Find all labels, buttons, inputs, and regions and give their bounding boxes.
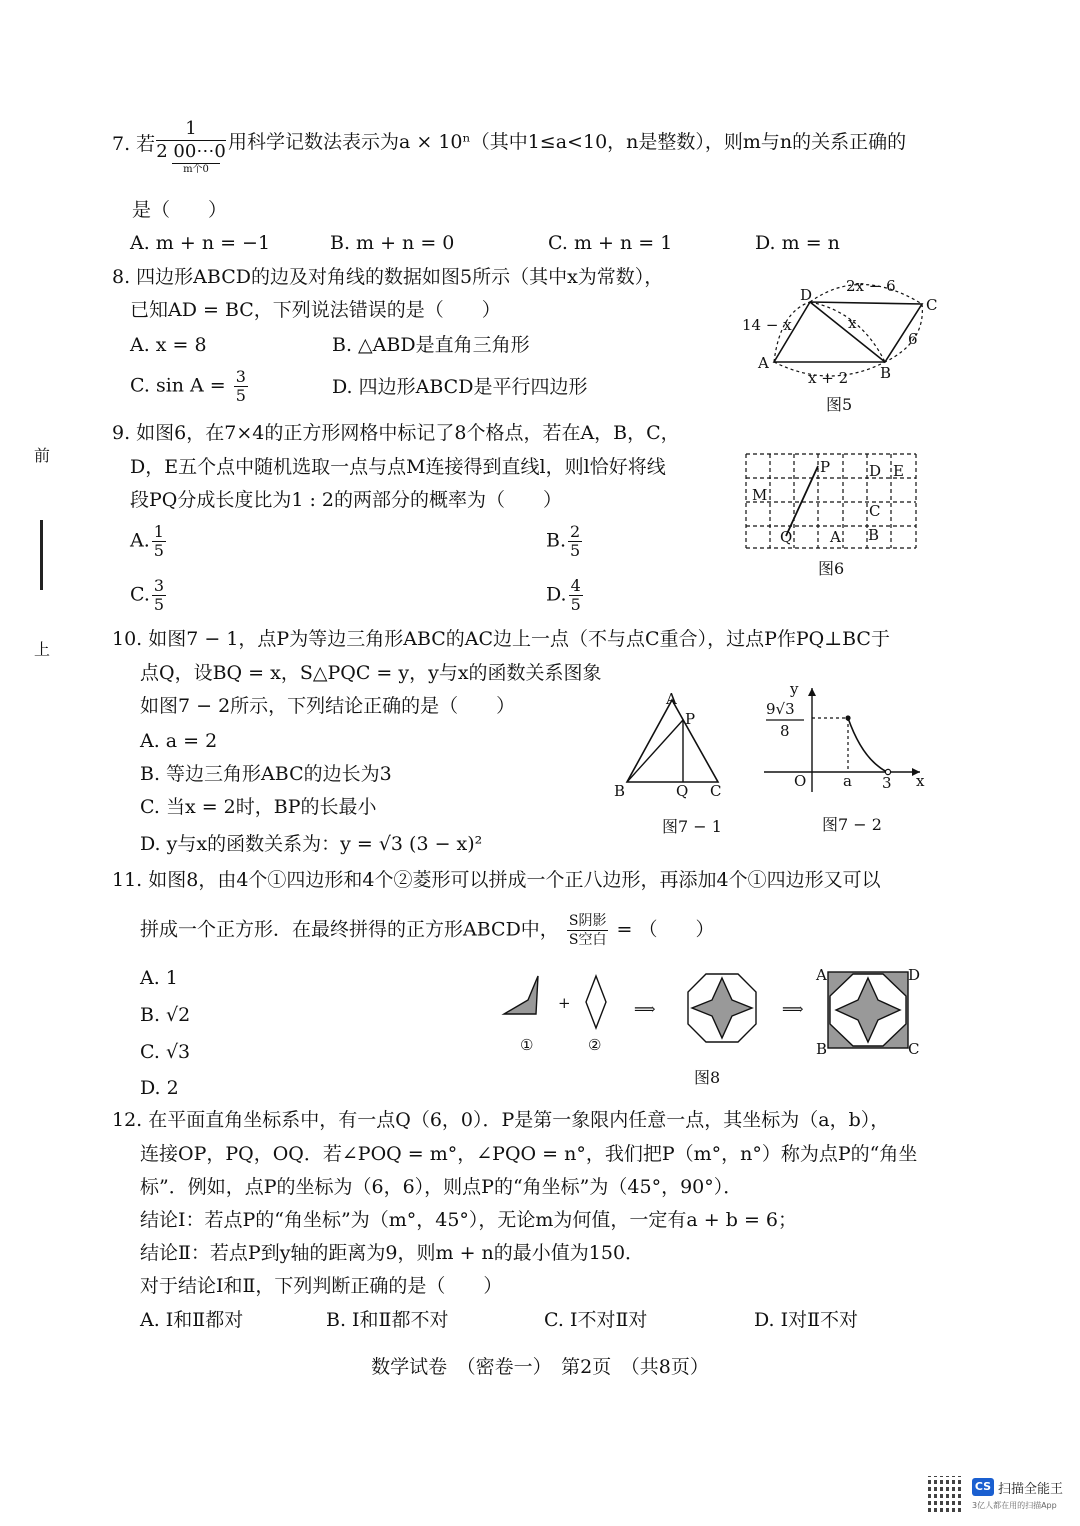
fig8-arrow-2: ⟹ — [782, 1000, 804, 1018]
q11-ratio-frac — [567, 912, 609, 949]
fig7-2-origin: O — [794, 772, 807, 790]
figure-6-grid — [746, 452, 921, 552]
q9-opt-d-den: 5 — [570, 595, 581, 614]
fig5-point-a: A — [758, 354, 769, 372]
q10-line3: 如图7 − 2所示，下列结论正确的是（ ） — [140, 695, 516, 717]
scanner-watermark — [928, 1476, 1068, 1516]
q9-option-a — [130, 523, 168, 560]
fig7-1-point-q: Q — [676, 782, 689, 800]
q12-line3: 标”．例如，点P的坐标为（6，6），则点P的“角坐标”为（45°，90°）． — [140, 1176, 743, 1198]
q9-opt-a-num: 1 — [153, 522, 164, 541]
fig7-1-point-b: B — [614, 782, 626, 800]
fig6-point-c: C — [869, 502, 881, 520]
fig6-point-e: E — [893, 462, 904, 480]
fig6-point-b: B — [868, 526, 880, 544]
q9-opt-c-label: C. — [130, 583, 150, 606]
q9-line2: D，E五个点中随机选取一点与点M连接得到直线l，则l恰好将线 — [130, 456, 666, 478]
figure-7-1-caption: 图7 − 1 — [662, 817, 722, 836]
fig8-point-a: A — [816, 966, 827, 984]
fig7-2-tick-3: 3 — [882, 774, 892, 792]
q9-option-b — [546, 523, 584, 560]
fig7-2-value-den: 8 — [780, 722, 790, 740]
q11-line1: 11. 如图8，由4个①四边形和4个②菱形可以拼成一个正八边形，再添加4个①四边形又可以 — [112, 869, 881, 891]
q9-opt-b-num: 2 — [570, 522, 581, 541]
q11-line2-prefix: 拼成一个正方形．在最终拼得的正方形ABCD中， — [140, 918, 559, 941]
fig6-point-d: D — [869, 462, 882, 480]
page-footer: 数学试卷 （密卷一） 第2页 （共8页） — [371, 1356, 709, 1378]
q8-option-c-prefix: C. sin A = — [130, 374, 226, 397]
q12-option-d: D. Ⅰ对Ⅱ不对 — [754, 1309, 859, 1331]
figure-8-caption: 图8 — [694, 1068, 721, 1087]
fig6-point-q: Q — [780, 528, 793, 546]
q9-opt-c-den: 5 — [153, 595, 165, 614]
q11-line2-suffix: = （ ） — [616, 918, 715, 941]
fig7-2-axis-y: y — [790, 680, 799, 698]
q12-line6: 对于结论Ⅰ和Ⅱ，下列判断正确的是（ ） — [140, 1275, 503, 1297]
fig7-2-axis-x: x — [916, 772, 925, 790]
q8-option-b: B. △ABD是直角三角形 — [332, 334, 530, 356]
q12-line2: 连接OP，PQ，OQ．若∠POQ = m°，∠PQO = n°，我们把P（m°，n°）称为点P的“角坐 — [140, 1143, 918, 1165]
fig7-1-point-p: P — [685, 710, 696, 728]
fig5-label-bottom: x + 2 — [808, 369, 849, 387]
q10-option-a: A. a = 2 — [140, 730, 218, 752]
fig5-point-c: C — [926, 296, 938, 314]
q12-line5: 结论Ⅱ：若点P到y轴的距离为9，则m + n的最小值为150． — [140, 1242, 645, 1264]
figure-7-2-caption: 图7 − 2 — [822, 815, 882, 834]
q7-prefix: 7. 若 — [112, 133, 156, 155]
figure-8 — [498, 962, 928, 1062]
q10-option-b: B. 等边三角形ABC的边长为3 — [140, 763, 392, 785]
margin-bar — [40, 520, 43, 590]
q9-opt-a-label: A. — [130, 529, 150, 552]
q12-line4: 结论Ⅰ：若点P的“角坐标”为（m°，45°），无论m为何值，一定有a + b = 6； — [140, 1209, 798, 1231]
q7-option-c: C. m + n = 1 — [548, 232, 673, 254]
fig7-2-tick-a: a — [843, 772, 852, 790]
q8-optc-den: 5 — [235, 386, 246, 405]
cs-logo-icon: CS — [972, 1478, 994, 1496]
watermark-name: 扫描全能王 — [998, 1482, 1064, 1497]
q11-option-a: A. 1 — [140, 967, 178, 989]
q9-opt-a-frac — [152, 523, 166, 560]
fig5-label-top: 2x − 6 — [846, 277, 896, 295]
q9-opt-a-den: 5 — [153, 541, 164, 560]
figure-5 — [740, 272, 950, 397]
fig8-plus: + — [558, 994, 571, 1012]
fig7-1-point-a: A — [666, 690, 677, 708]
margin-glyph-top: 前 — [34, 446, 51, 465]
figure-7-1-triangle — [612, 690, 732, 805]
q12-option-b: B. Ⅰ和Ⅱ都不对 — [326, 1309, 449, 1331]
q9-opt-d-num: 4 — [570, 576, 581, 595]
q10-option-c: C. 当x = 2时，BP的长最小 — [140, 796, 377, 818]
fig6-point-a: A — [830, 528, 841, 546]
margin-glyph-bottom: 上 — [34, 640, 51, 659]
figure-6-caption: 图6 — [818, 559, 845, 578]
q11-option-c: C. √3 — [140, 1041, 191, 1063]
fig7-1-point-c: C — [710, 782, 722, 800]
q9-opt-c-frac — [152, 577, 166, 614]
fig5-point-b: B — [880, 364, 892, 382]
q9-line1: 9. 如图6，在7×4的正方形网格中标记了8个格点，若在A，B，C， — [112, 422, 680, 444]
fig5-label-right: 6 — [908, 330, 918, 348]
q7-frac-den: 2 00⋯0 — [156, 141, 226, 162]
q9-opt-c-num: 3 — [153, 576, 165, 595]
fig6-point-m: M — [752, 486, 768, 504]
fig8-arrow-1: ⟹ — [634, 1000, 656, 1018]
q8-option-c-frac — [234, 368, 248, 405]
q12-option-a: A. Ⅰ和Ⅱ都对 — [140, 1309, 244, 1331]
q11-ratio-num: S阴影 — [568, 913, 607, 929]
q8-line2: 已知AD = BC，下列说法错误的是（ ） — [130, 299, 501, 321]
q9-opt-d-frac — [569, 577, 583, 614]
q8-line1: 8. 四边形ABCD的边及对角线的数据如图5所示（其中x为常数）， — [112, 266, 664, 288]
fig6-point-p: P — [820, 458, 831, 476]
q7-frac-num: 1 — [156, 118, 226, 141]
fig7-2-value-num: 9√3 — [766, 700, 795, 718]
fig5-label-left: 14 − x — [742, 316, 792, 334]
q8-option-a: A. x = 8 — [130, 334, 207, 356]
q9-option-c — [130, 577, 168, 614]
q11-ratio-den: S空白 — [568, 932, 607, 948]
q7-fraction — [156, 118, 226, 176]
q11-line2 — [140, 912, 714, 949]
q12-line1: 12. 在平面直角坐标系中，有一点Q（6，0）．P是第一象限内任意一点，其坐标为（a，b）， — [112, 1109, 890, 1131]
q11-option-d: D. 2 — [140, 1077, 179, 1099]
q9-opt-b-frac — [568, 523, 582, 560]
q7-option-d: D. m = n — [755, 232, 840, 254]
q7-option-b: B. m + n = 0 — [330, 232, 455, 254]
q11-option-b: B. √2 — [140, 1004, 191, 1026]
figure-5-caption: 图5 — [826, 395, 853, 414]
q9-opt-b-label: B. — [546, 529, 567, 552]
q9-opt-d-label: D. — [546, 583, 567, 606]
q10-line1: 10. 如图7 − 1，点P为等边三角形ABC的AC边上一点（不与点C重合），过点P作PQ⊥BC于 — [112, 628, 890, 650]
q7-brace-label: m个0 — [172, 163, 220, 176]
fig8-point-b: B — [816, 1040, 828, 1058]
q9-opt-b-den: 5 — [570, 541, 581, 560]
fig8-label-2: ② — [588, 1036, 602, 1054]
q8-option-d: D. 四边形ABCD是平行四边形 — [332, 376, 588, 398]
q9-option-d — [546, 577, 585, 614]
q12-option-c: C. Ⅰ不对Ⅱ对 — [544, 1309, 648, 1331]
q8-option-c — [130, 368, 250, 405]
fig8-label-1: ① — [520, 1036, 534, 1054]
fig8-point-c: C — [908, 1040, 920, 1058]
q10-option-d: D. y与x的函数关系为：y = √3 (3 − x)² — [140, 833, 483, 855]
q7-text2: 是（ ） — [132, 199, 228, 221]
fig8-point-d: D — [908, 966, 921, 984]
figure-7-2-graph — [760, 682, 935, 797]
fig5-label-diag: x — [848, 314, 857, 332]
q10-line2: 点Q，设BQ = x，S△PQC = y，y与x的函数关系图象 — [140, 662, 602, 684]
q8-optc-num: 3 — [235, 367, 246, 386]
q7-option-a: A. m + n = −1 — [130, 232, 271, 254]
fig5-point-d: D — [800, 286, 813, 304]
q7-text: 用科学记数法表示为a × 10ⁿ（其中1≤a<10，n是整数），则m与n的关系正确的 — [228, 131, 907, 153]
watermark-slogan: 3亿人都在用的扫描App — [972, 1501, 1057, 1510]
q9-line3: 段PQ分成长度比为1 : 2的两部分的概率为（ ） — [130, 489, 563, 511]
